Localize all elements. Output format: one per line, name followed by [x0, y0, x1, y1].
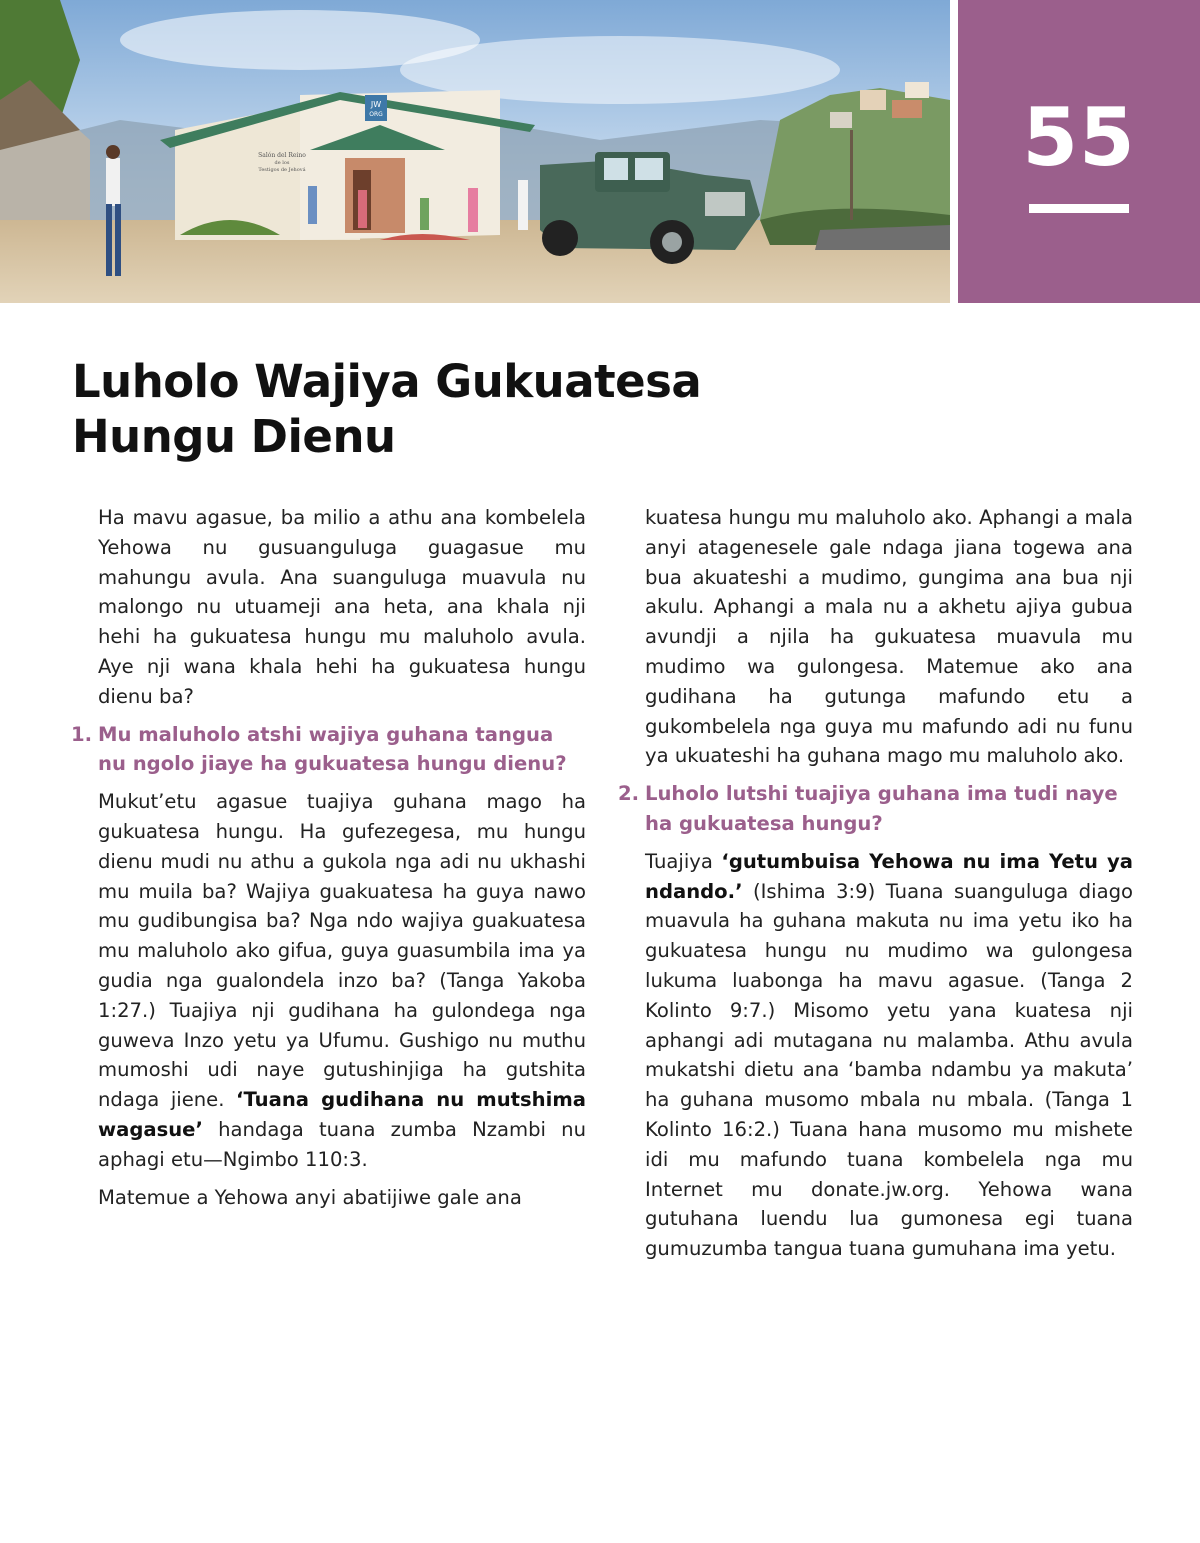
- sign-logo-line2: ORG: [369, 111, 383, 118]
- page-title: [72, 354, 832, 464]
- section-2-number: 2.: [618, 782, 640, 806]
- section-1-question: [71, 720, 586, 780]
- page-title-line2: Hungu Dienu: [72, 410, 396, 463]
- section-1-paragraph-2: Matemue a Yehowa anyi abatijiwe gale ana: [98, 1185, 522, 1209]
- section-2-question: [618, 779, 1133, 839]
- header-photo: [0, 0, 950, 303]
- sign-text-line3: Testigos de Jehová: [258, 167, 306, 173]
- section-2-p1-start: Tuajiya: [645, 849, 722, 873]
- kingdom-hall-photo: [0, 0, 950, 303]
- lesson-number-box: [958, 0, 1200, 303]
- left-column: [71, 503, 586, 1220]
- sign-text-line2: de los: [274, 160, 290, 166]
- section-1-question-text: Mu maluholo atshi wajiya guhana tangua nu ngolo jiaye ha gukuatesa hungu dienu?: [98, 722, 567, 776]
- section-1-paragraph-2-continued: kuatesa hungu mu maluholo ako. Aphangi a mala anyi atagenesele gale ndaga jiana togewa ana bua akuateshi a mudimo, gungima ana bua nji akulu. Aphangi a mala nu a akhetu ajiya gubua avundji a njila ha gukuatesa muavula mu mudimo wa gulongesa. Matemue ako ana gudihana ha gutunga mafundo etu a gukombelela nga guya mu mafundo adi nu funu ya ukuateshi ha guhana mago mu maluholo ako.: [645, 506, 1133, 768]
- section-2-p1-bold: ‘gutumbuisa Yehowa nu ima Yetu ya ndando.’: [645, 849, 1134, 903]
- section-2-question-text: Luholo lutshi tuajiya guhana ima tudi naye ha gukuatesa hungu?: [645, 782, 1118, 835]
- right-column: [618, 503, 1134, 1272]
- section-2-paragraph-1: [645, 847, 1133, 1264]
- intro-paragraph: Ha mavu agasue, ba milio a athu ana kombelela Yehowa nu gusuanguluga guagasue mu mahungu avula. Ana suanguluga muavula nu malongo nu utuameji ana heta, ana khala nji hehi ha gukuatesa hungu mu maluholo avula. Aye nji wana khala hehi ha gukuatesa hungu dienu ba?: [98, 506, 586, 708]
- section-2-p1-end: (Ishima 3:9) Tuana suanguluga diago muavula ha guhana makuta nu ima yetu iko ha gukuatesa hungu nu mudimo wa gulongesa lukuma luabonga ha mavu agasue. (Tanga 2 Kolinto 9:7.) Misomo yetu yana kuatesa nji aphangi adi mutagana nu malamba. Athu avula mukatshi dietu ana ‘bamba ndambu ya makuta’ ha guhana musomo mbala nu mbala. (Tanga 1 Kolinto 16:2.) Tuana hana musomo mu mishete idi mu mafundo tuana kombelela nga mu Internet mu donate.jw.org. Yehowa wana gutuhana luendu lua gumonesa egi tuana gumuzumba tangua tuana gumuhana ima yetu.: [645, 879, 1133, 1261]
- sign-text-line1: Salón del Reino: [258, 152, 306, 159]
- lesson-number: 55: [1022, 91, 1136, 184]
- lesson-number-underline: [1029, 204, 1129, 213]
- section-1-p1-bold: ‘Tuana gudihana nu mutshima wagasue’: [98, 1088, 586, 1141]
- section-1-number: 1.: [71, 722, 93, 746]
- section-1-p1-text: Mukut’etu agasue tuajiya guhana mago ha gukuatesa hungu. Ha gufezegesa, mu hungu dienu mudi nu athu a gukola nga adi nu ukhashi mu muila ba? Wajiya guakuatesa ha guya nawo mu gudibungisa ba? Nga ndo wajiya guakuatesa mu maluholo ako gifua, guya guasumbila ima ya gudia nga gualondela inzo ba? (Tanga Yakoba 1:27.) Tuajiya nji gudihana ha gulondega nga guweva Inzo yetu ya Ufumu. Gushigo nu muthu mumoshi udi naye gutushinjiga ha gutshita ndaga jiene.: [98, 790, 586, 1112]
- section-1-p1-end: handaga tuana zumba Nzambi nu aphagi etu—Ngimbo 110:3.: [98, 1117, 586, 1171]
- section-1-paragraph-1: [98, 787, 586, 1174]
- page-title-line1: Luholo Wajiya Gukuatesa: [72, 355, 702, 408]
- sign-logo-line1: JW: [370, 100, 382, 109]
